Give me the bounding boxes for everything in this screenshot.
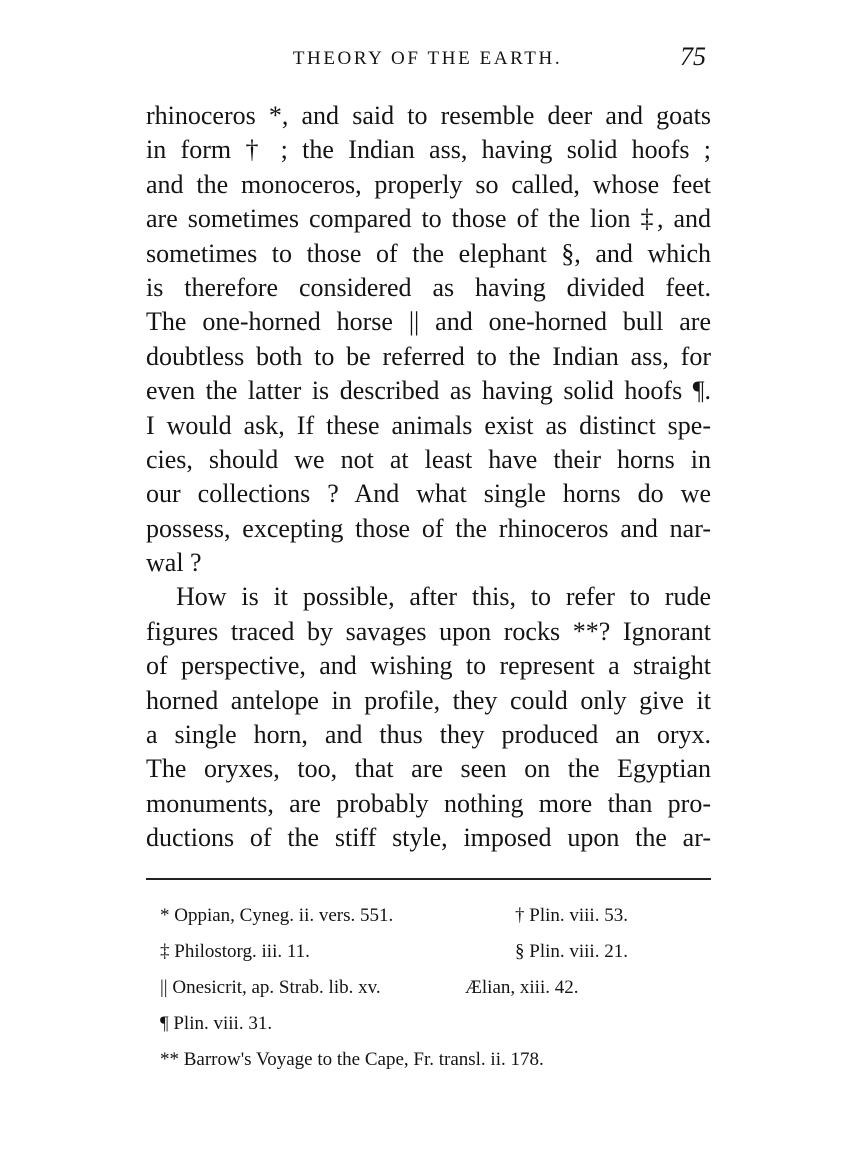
running-head	[145, 44, 710, 74]
body-line: horned antelope in profile, they could only give it	[146, 685, 711, 715]
body-line: figures traced by savages upon rocks **? Ignorant	[146, 616, 711, 646]
body-line: even the latter is described as having solid hoofs ¶.	[146, 376, 711, 406]
footnote: ¶ Plin. viii. 31.	[160, 1013, 273, 1034]
footnote-row	[160, 898, 700, 934]
body-line: are sometimes compared to those of the lion ‡, and	[146, 204, 711, 234]
body-line: our collections ? And what single horns do we	[146, 479, 711, 509]
footnote: ** Barrow's Voyage to the Cape, Fr. transl. ii. 178.	[160, 1049, 544, 1070]
body-line: in form † ; the Indian ass, having solid hoofs ;	[146, 135, 711, 165]
body-line: wal ?	[146, 548, 202, 578]
body-line: The one-horned horse || and one-horned bull are	[146, 307, 711, 337]
body-line: The oryxes, too, that are seen on the Egyptian	[146, 754, 711, 784]
body-line: How is it possible, after this, to refer to rude	[176, 582, 711, 612]
footnote: Ælian, xiii. 42.	[465, 977, 579, 998]
body-line: cies, should we not at least have their horns in	[146, 444, 711, 474]
running-head-title: THEORY OF THE EARTH.	[292, 48, 563, 69]
body-line: and the monoceros, properly so called, whose feet	[146, 169, 711, 199]
body-line: sometimes to those of the elephant §, and which	[146, 238, 711, 268]
footnote-row	[160, 1042, 700, 1078]
body-line: rhinoceros *, and said to resemble deer and goats	[146, 101, 711, 130]
footnote: † Plin. viii. 53.	[515, 905, 628, 926]
footnote: * Oppian, Cyneg. ii. vers. 551.	[160, 905, 394, 926]
body-line: of perspective, and wishing to represent a straight	[146, 651, 711, 681]
body-line: possess, excepting those of the rhinoceros and nar-	[146, 513, 711, 543]
footnotes	[160, 898, 700, 1078]
body-line: is therefore considered as having divided feet.	[146, 272, 711, 302]
body-line: doubtless both to be referred to the Indian ass, for	[146, 341, 711, 371]
footnote-row	[160, 934, 700, 970]
body-text	[146, 99, 711, 856]
footnote-rule	[146, 878, 711, 880]
body-line: ductions of the stiff style, imposed upon the ar-	[146, 823, 711, 853]
body-line: monuments, are probably nothing more than pro-	[146, 788, 711, 818]
page-number: 75	[680, 42, 706, 71]
body-line: I would ask, If these animals exist as distinct spe-	[146, 410, 711, 440]
footnote-row	[160, 970, 700, 1006]
body-line: a single horn, and thus they produced an oryx.	[146, 720, 711, 750]
footnote: § Plin. viii. 21.	[515, 941, 628, 962]
footnote: ‡ Philostorg. iii. 11.	[160, 941, 310, 962]
footnote-row	[160, 1006, 700, 1042]
footnote: || Onesicrit, ap. Strab. lib. xv.	[160, 977, 381, 998]
